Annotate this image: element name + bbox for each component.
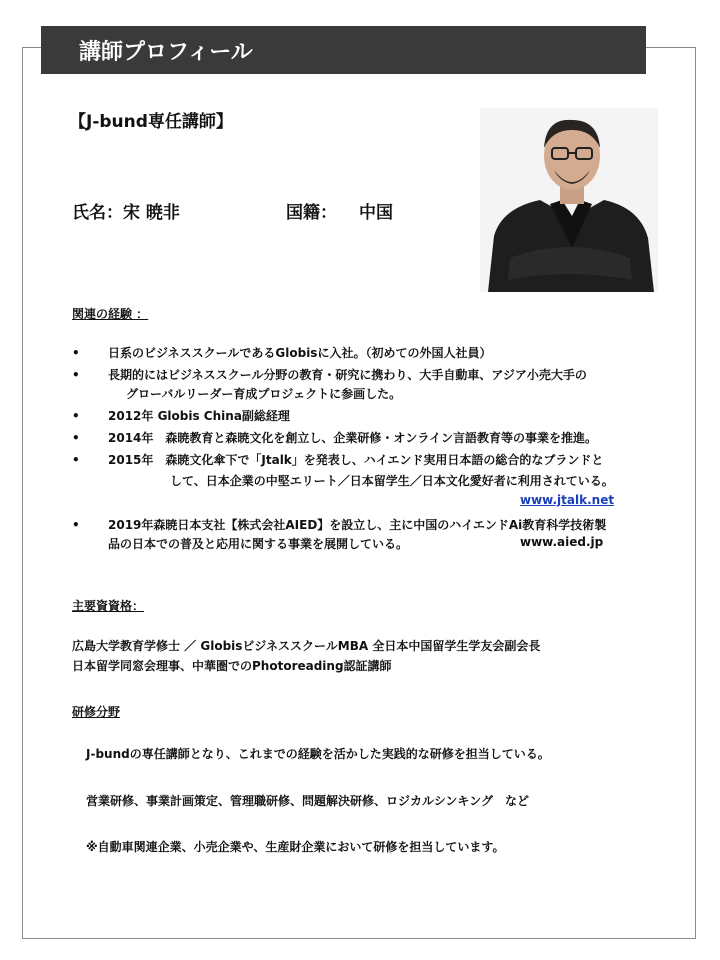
qualifications-heading: 主要資資格： — [72, 599, 145, 613]
bullet-dot-icon: • — [72, 431, 80, 445]
experience-heading: 関連の経験 ： — [72, 307, 149, 321]
jtalk-link[interactable]: www.jtalk.net — [520, 493, 615, 507]
list-item-text: 2012年 Globis China副総経理 — [108, 409, 290, 423]
nationality-label: 国籍： — [286, 203, 337, 223]
list-item-text: 2015年 森暁文化傘下で「Jtalk」を発表し、ハイエンド実用日本語の総合的なブランドと — [108, 453, 604, 467]
list-item-text: して、日本企業の中堅エリート／日本留学生／日本文化愛好者に利用されている。 — [170, 474, 614, 488]
training-heading: 研修分野 — [72, 705, 121, 719]
nationality-row — [286, 198, 393, 223]
training-line: J-bundの専任講師となり、これまでの経験を活かした実践的な研修を担当している。 — [86, 747, 550, 761]
qualification-line: 広島大学教育学修士 ／ GlobisビジネススクールMBA 全日本中国留学生学友会副会長 — [72, 639, 541, 653]
page-title: 講師プロフィール — [79, 40, 253, 65]
aied-link[interactable]: www.aied.jp — [520, 535, 604, 549]
bullet-dot-icon: • — [72, 368, 80, 382]
list-item-text: 日系のビジネススクールであるGlobisに入社。（初めての外国人社員） — [108, 346, 492, 360]
list-item-text: 長期的にはビジネススクール分野の教育・研究に携わり、大手自動車、アジア小売大手の — [108, 368, 587, 382]
header-bar — [41, 26, 646, 74]
name-label: 氏名：宋 暁非 — [72, 203, 180, 223]
list-item-text: 品の日本での普及と応用に関する事業を展開している。 — [108, 537, 409, 551]
bullet-dot-icon: • — [72, 346, 80, 360]
training-line: 営業研修、事業計画策定、管理職研修、問題解決研修、ロジカルシンキング など — [86, 794, 530, 808]
bullet-dot-icon: • — [72, 518, 80, 532]
list-item-text: グローバルリーダー育成プロジェクトに参画した。 — [126, 387, 402, 401]
list-item-text: 2019年森暁日本支社【株式会社AIED】を設立し、主に中国のハイエンドAi教育科学技術製 — [108, 518, 607, 532]
bullet-dot-icon: • — [72, 409, 80, 423]
training-note: ※自動車関連企業、小売企業や、生産財企業において研修を担当しています。 — [86, 840, 505, 854]
list-item-text: 2014年 森暁教育と森暁文化を創立し、企業研修・オンライン言語教育等の事業を推進。 — [108, 431, 598, 445]
bullet-dot-icon: • — [72, 453, 80, 467]
portrait-icon — [480, 108, 658, 292]
qualification-line: 日本留学同窓会理事、中華圏でのPhotoreading認証講師 — [72, 659, 392, 673]
subtitle: 【J-bund専任講師】 — [69, 112, 233, 132]
instructor-photo — [480, 108, 658, 292]
nationality-value: 中国 — [359, 203, 393, 223]
